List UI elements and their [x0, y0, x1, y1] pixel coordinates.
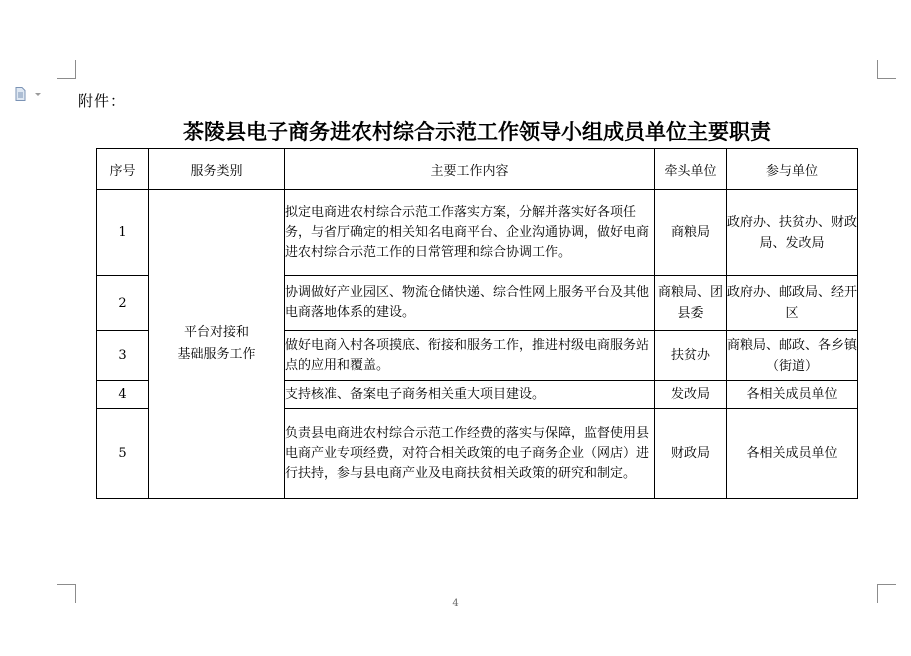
participants-cell: 政府办、邮政局、经开区 — [727, 276, 858, 331]
participants-cell: 商粮局、邮政、各乡镇（街道） — [727, 331, 858, 381]
table-row — [97, 190, 858, 276]
lead-cell: 发改局 — [655, 381, 727, 409]
lead-cell: 财政局 — [655, 409, 727, 499]
row-number: 1 — [97, 190, 149, 276]
row-number: 4 — [97, 381, 149, 409]
duties-table — [96, 148, 858, 499]
header-participants: 参与单位 — [727, 149, 858, 190]
lead-cell: 扶贫办 — [655, 331, 727, 381]
header-category: 服务类别 — [149, 149, 285, 190]
row-number: 2 — [97, 276, 149, 331]
category-cell — [149, 190, 285, 499]
lead-cell: 商粮局 — [655, 190, 727, 276]
page-number: 4 — [452, 598, 459, 609]
participants-cell: 各相关成员单位 — [727, 409, 858, 499]
participants-cell: 各相关成员单位 — [727, 381, 858, 409]
row-number: 5 — [97, 409, 149, 499]
row-number: 3 — [97, 331, 149, 381]
header-content: 主要工作内容 — [285, 149, 655, 190]
category-label: 平台对接和 基础服务工作 — [177, 325, 256, 362]
chevron-down-icon — [35, 93, 41, 96]
table-header-row — [97, 149, 858, 190]
content-cell: 协调做好产业园区、物流仓储快递、综合性网上服务平台及其他电商落地体系的建设。 — [285, 276, 655, 331]
content-cell: 做好电商入村各项摸底、衔接和服务工作，推进村级电商服务站点的应用和覆盖。 — [285, 331, 655, 381]
crop-mark-top-right — [877, 60, 896, 79]
content-cell: 负责县电商进农村综合示范工作经费的落实与保障，监督使用县电商产业专项经费，对符合相关政策的电子商务企业（网店）进行扶持，参与县电商产业及电商扶贫相关政策的研究和制定。 — [285, 409, 655, 499]
crop-mark-top-left — [57, 60, 76, 79]
attachment-label: 附件： — [78, 92, 127, 110]
lead-cell: 商粮局、团县委 — [655, 276, 727, 331]
header-no: 序号 — [97, 149, 149, 190]
document-icon[interactable] — [15, 87, 43, 101]
document-title: 茶陵县电子商务进农村综合示范工作领导小组成员单位主要职责 — [183, 120, 771, 144]
content-cell: 拟定电商进农村综合示范工作落实方案，分解并落实好各项任务，与省厅确定的相关知名电商平台、企业沟通协调，做好电商进农村综合示范工作的日常管理和综合协调工作。 — [285, 190, 655, 276]
participants-cell: 政府办、扶贫办、财政局、发改局 — [727, 190, 858, 276]
content-cell: 支持核准、备案电子商务相关重大项目建设。 — [285, 381, 655, 409]
header-lead: 牵头单位 — [655, 149, 727, 190]
